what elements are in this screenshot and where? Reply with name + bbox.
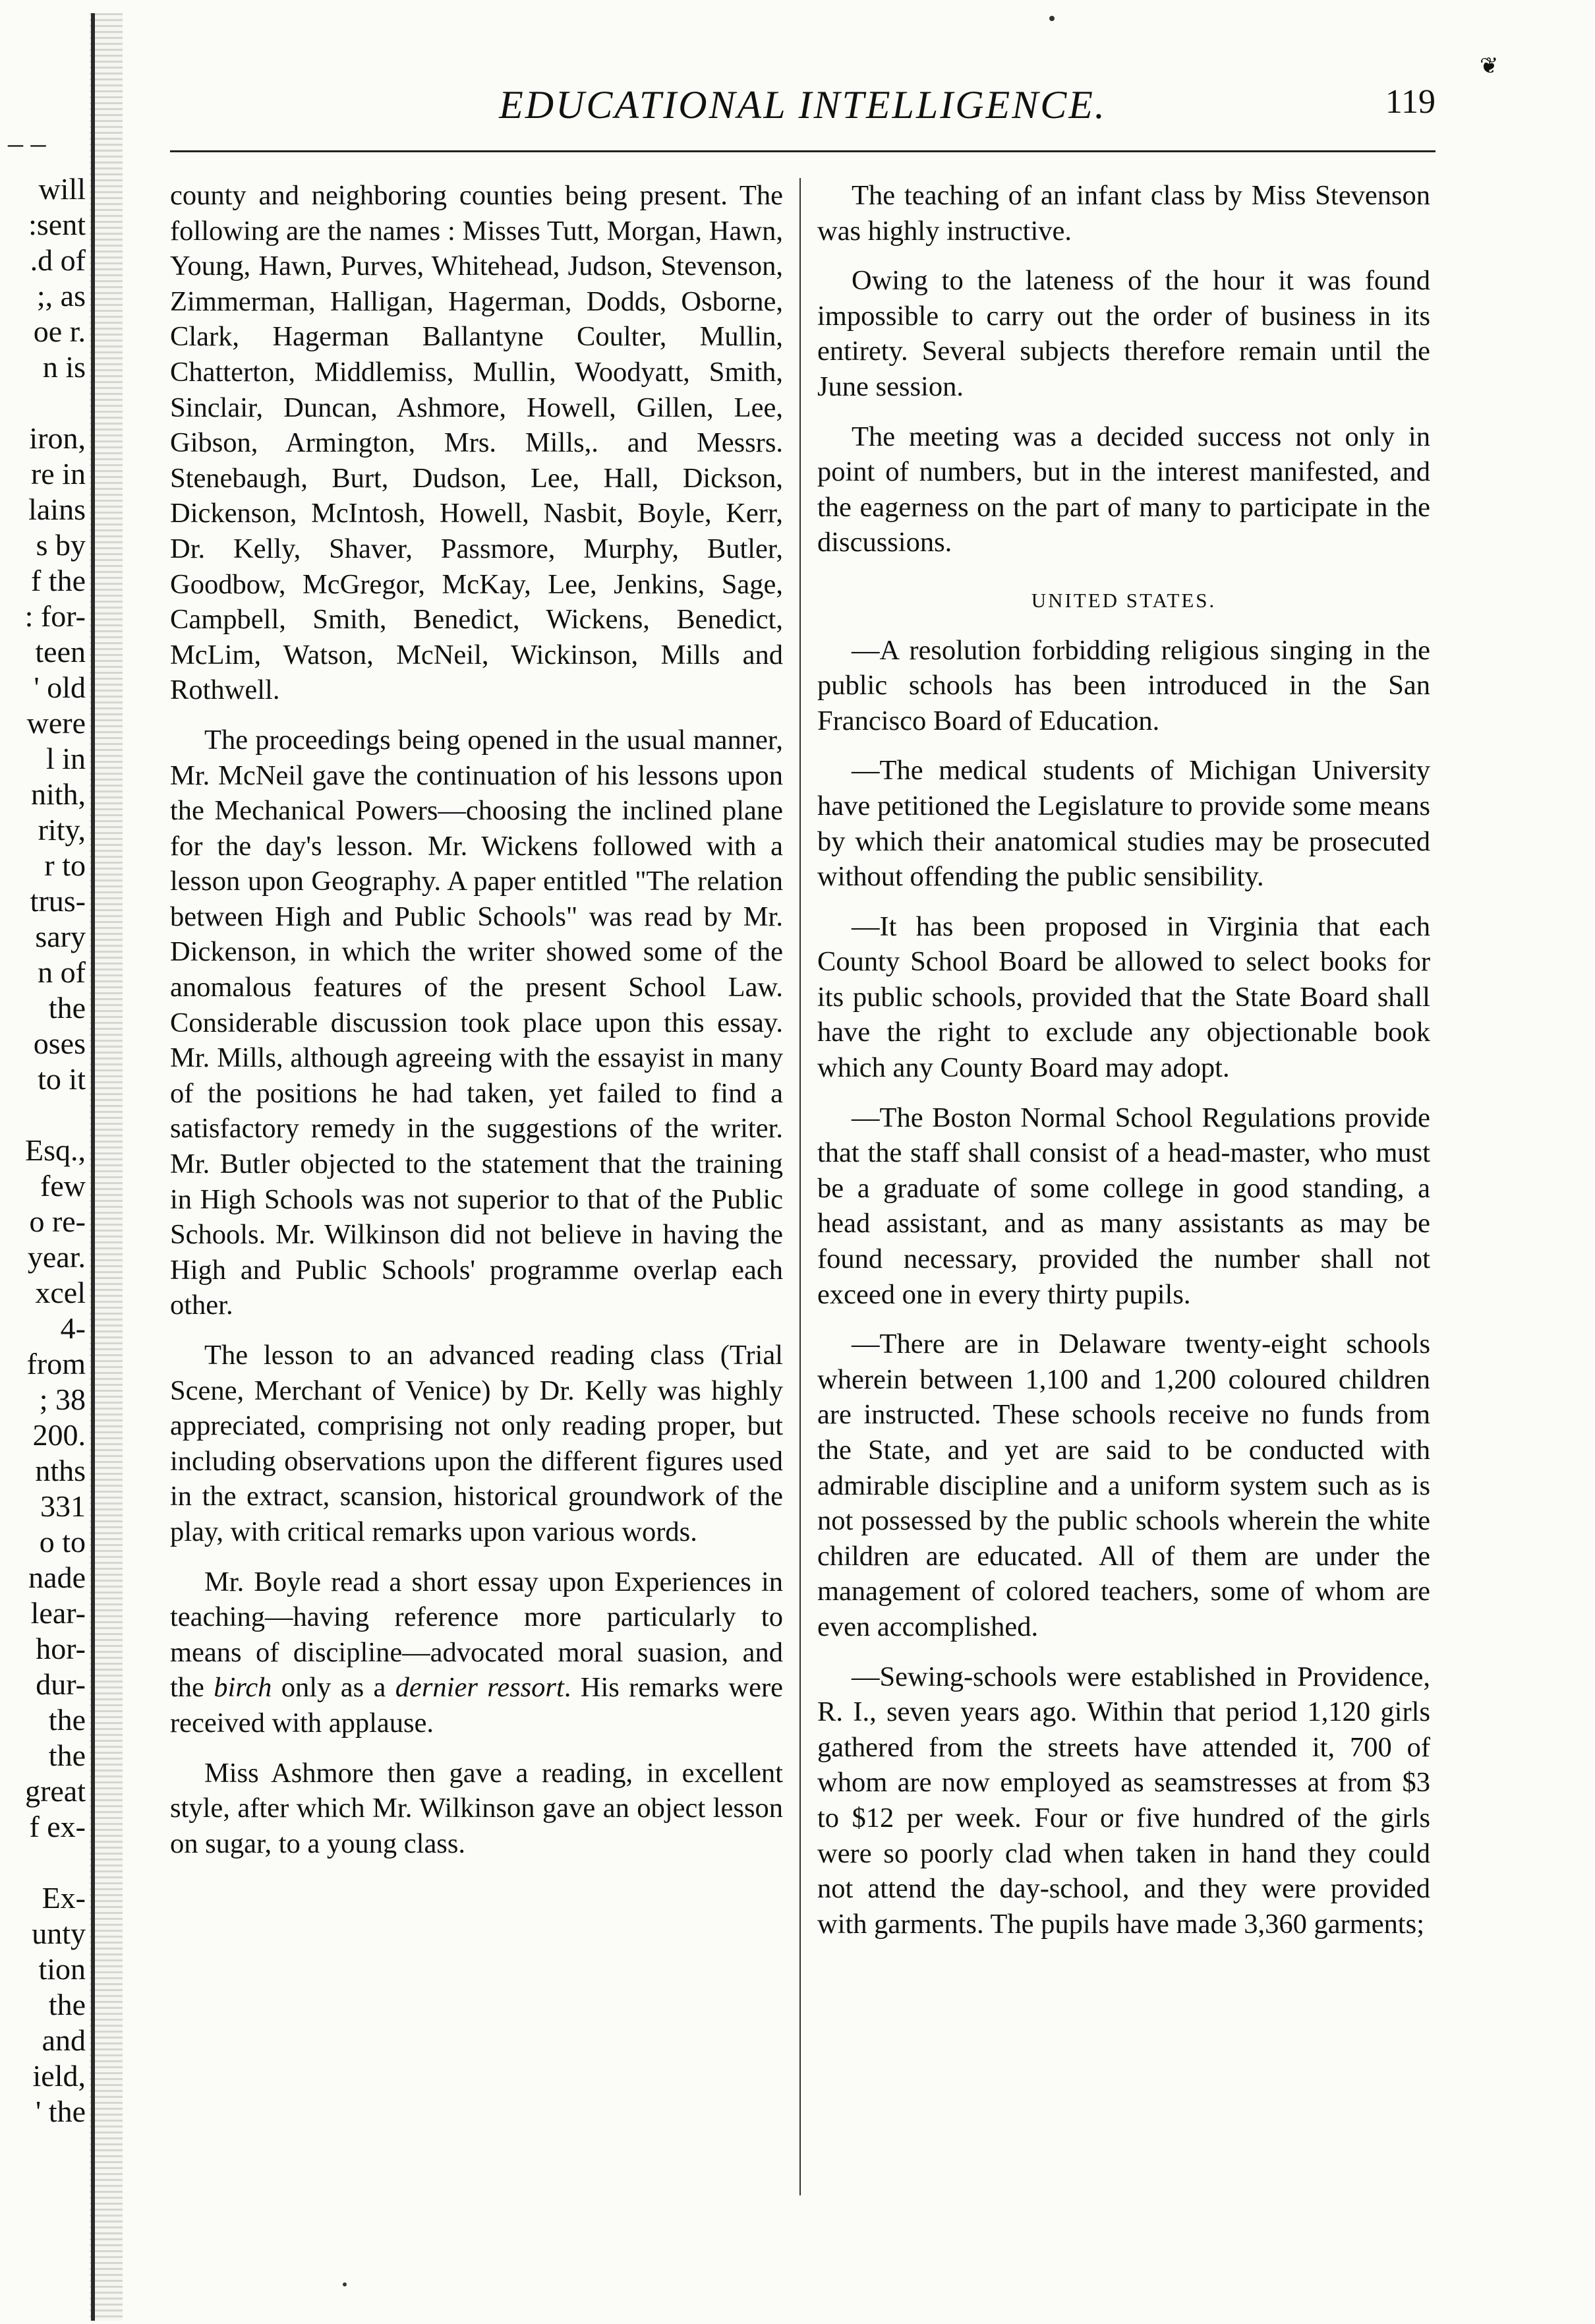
margin-fragment: tion [38,1952,86,1986]
gutter-edge-line [91,13,95,2321]
column-divider [799,178,801,2195]
margin-fragment: trus- [30,884,86,918]
left-column [170,178,783,1876]
paragraph: The lesson to an advanced reading class (Trial Scene, Merchant of Venice) by Dr. Kelly was highly appreciated, comprising not only reading proper, but including observations upon the different figures used in the extract, scansion, historical groundwork of the play, with critical remarks upon various words. [170,1340,783,1547]
margin-fragment: the [48,1739,86,1772]
news-item: —There are in Delaware twenty-eight schools wherein between 1,100 and 1,200 coloured children are instructed. These schools receive no funds from the State, and yet are said to be conducted with admirable discipline and a uniform system such as is not possessed by the public schools wherein the white children are educated. All of them are under the management of colored teachers, some of whom are even accomplished. [817,1328,1430,1642]
margin-fragment: 4- [60,1311,86,1345]
paragraph: The teaching of an infant class by Miss Stevenson was highly instructive. [817,180,1430,247]
margin-fragment: will [38,172,86,206]
margin-fragment [0,385,86,421]
margin-fragment: and [42,2023,86,2057]
page-number: 119 [1385,83,1436,121]
paragraph: county and neighboring counties being present. The following are the names : Misses Tutt, Morgan, Hawn, Young, Hawn, Purves, Whitehead, Judson, Stevenson, Zimmerman, Halligan, Hagerman, Dodds, Osborne, Clark, Hagerman Ballantyne Coulter, Mullin, Chatterton, Middlemiss, Mullin, Woodyatt, Smith, Sinclair, Duncan, Ashmore, Howell, Gillen, Lee, Gibson, Armington, Mrs. Mills,. and Messrs. Stenebaugh, Burt, Dudson, Lee, Hall, Dickson, Dickenson, McIntosh, Howell, Nasbit, Boyle, Kerr, Dr. Kelly, Shaver, Passmore, Murphy, Butler, Goodbow, McGregor, McKay, Lee, Jenkins, Sage, Campbell, Smith, Benedict, Wickens, Benedict, McLim, Watson, McNeil, Wickinson, Mills and Rothwell. [170,180,783,706]
speck [1049,16,1055,21]
margin-fragment [0,1845,86,1880]
margin-fragment: lear- [30,1596,86,1630]
margin-fragment: xcel [35,1276,86,1309]
paragraph: Owing to the lateness of the hour it was found impossible to carry out the order of business in its entirety. Several subjects therefore remain until the June session. [817,265,1430,402]
section-heading: UNITED STATES. [1031,588,1217,612]
margin-fragment: :sent [28,208,86,241]
margin-fragment: to it [38,1062,86,1096]
margin-fragment: re in [30,457,86,491]
margin-fragment: great [25,1774,86,1808]
paragraph: The proceedings being opened in the usual manner, Mr. McNeil gave the continuation of his lessons upon the Mechanical Powers—choosing the inclined plane for the day's lesson. Mr. Wickens followed with a lesson upon Geography. A paper entitled "The relation between High and Public Schools" was read by Mr. Dickenson, in which the writer showed some of the anomalous features of the present School Law. Considerable discussion took place upon this essay. Mr. Mills, although agreeing with the essayist in many of the positions he had taken, yet failed to find a satisfactory remedy in the suggestions of the writer. Mr. Butler objected to the statement that the training in High Schools was not superior to that of the Public Schools. Mr. Wilkinson did not believe in having the High and Public Schools' programme overlap each other. [170,724,783,1321]
margin-fragment: ' old [34,670,86,704]
margin-fragment: nths [35,1454,86,1487]
margin-fragment: n is [42,350,86,384]
margin-fragment: : for- [24,599,86,633]
header-rule [170,150,1436,152]
margin-fragment: iron, [29,421,86,455]
margin-fragment: s by [36,528,86,562]
margin-fragment: were [26,706,86,740]
margin-fragment: 331 [40,1489,86,1523]
margin-fragment: rity, [38,813,86,847]
margin-fragment: Ex- [42,1881,86,1915]
margin-fragment: the [48,991,86,1025]
margin-fragment: n of [38,955,86,989]
margin-fragment: lains [28,492,86,526]
margin-fragment: the [48,1703,86,1737]
margin-fragment: the [48,1988,86,2021]
paragraph: The meeting was a decided success not only in point of numbers, but in the interest manifested, and the eagerness on the part of many to participate in the discussions. [817,421,1430,558]
margin-fragment: hor- [36,1632,86,1665]
speck [343,2282,347,2286]
margin-fragment: dur- [36,1667,86,1701]
news-item: —The medical students of Michigan University have petitioned the Legislature to provide some means by which their anatomical studies may be prosecuted without offending the public sensibility. [817,755,1430,893]
margin-fragment: f ex- [29,1810,86,1843]
margin-fragment: nade [28,1561,86,1594]
margin-dash: – – [8,126,46,160]
news-item: —It has been proposed in Virginia that each County School Board be allowed to select books for its public schools, provided that the State Board shall have the right to exclude any objectionable book which any County Board may adopt. [817,910,1430,1084]
facing-page-fragments [0,171,86,2130]
margin-fragment: r to [44,849,86,882]
margin-fragment: few [40,1169,86,1203]
right-column [817,178,1430,1956]
news-item: —A resolution forbidding religious singing in the public schools has been introduced in the San Francisco Board of Education. [817,634,1430,736]
margin-fragment: l in [45,742,86,775]
news-item: —The Boston Normal School Regulations provide that the staff shall consist of a head-master, who must be a graduate of some college in good standing, a head assistant, and as many assistants as may be found necessary, provided the number shall not exceed one in every thirty pupils. [817,1102,1430,1310]
margin-fragment: oe r. [33,314,86,348]
paragraph: Mr. Boyle read a short essay upon Experiences in teaching—having reference more particularly to means of discipline—advocated moral suasion, and the birch only as a dernier ressort. His remarks were received with applause. [170,1566,784,1739]
corner-mark: ❦ [1480,54,1499,78]
margin-fragment: year. [27,1240,86,1274]
margin-fragment: ' the [36,2095,86,2128]
margin-fragment: ield, [32,2059,86,2093]
margin-fragment: teen [35,635,86,669]
margin-fragment: Esq., [25,1133,86,1167]
news-item: —Sewing-schools were established in Providence, R. I., seven years ago. Within that period 1,120 girls gathered from the streets have attended it, 700 of whom are now employed as seamstresses at from $3 to $12 per week. Four or five hundred of the girls were so poorly clad when taken in hand they could not attend the day-school, and they were provided with garments. The pupils have made 3,360 garments; [817,1661,1430,1940]
margin-fragment: 200. [32,1418,86,1452]
page-header [170,82,1436,135]
paragraph: Miss Ashmore then gave a reading, in excellent style, after which Mr. Wilkinson gave an object lesson on sugar, to a young class. [170,1757,783,1859]
margin-fragment: oses [33,1027,86,1060]
margin-fragment: o re- [29,1205,86,1238]
margin-fragment: sary [35,920,86,953]
margin-fragment: o to [39,1525,86,1559]
margin-fragment: ;, as [36,279,86,313]
margin-fragment: nith, [30,777,86,811]
margin-fragment [0,1097,86,1133]
margin-fragment: .d of [30,243,86,277]
margin-fragment: ; 38 [39,1383,86,1416]
margin-fragment: from [26,1347,86,1381]
margin-fragment: unty [32,1917,86,1950]
running-title: EDUCATIONAL INTELLIGENCE. [499,83,1107,127]
margin-fragment: f the [30,564,86,597]
